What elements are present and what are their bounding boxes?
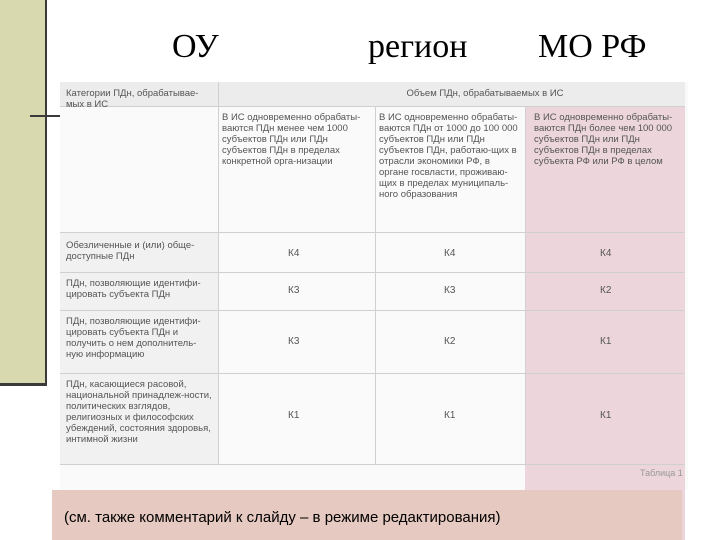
table-cell: К3 — [288, 285, 300, 296]
grid-line — [60, 310, 685, 311]
table-corner-header: Категории ПДн, обрабатывае-мых в ИС — [66, 88, 199, 110]
table-cell: К4 — [444, 248, 456, 259]
table-caption: Таблица 1 — [640, 468, 683, 478]
heading-region: регион — [368, 28, 468, 65]
grid-line — [60, 373, 685, 374]
heading-ou: ОУ — [172, 28, 219, 65]
grid-line — [60, 272, 685, 273]
table-cell: К2 — [444, 336, 456, 347]
table-cell: К2 — [600, 285, 612, 296]
table-cell: К3 — [288, 336, 300, 347]
grid-line — [525, 106, 526, 464]
table-cell: К3 — [444, 285, 456, 296]
row-label: ПДн, касающиеся расовой, национальной принадлеж-ности, политических взглядов, религиозных и философских убеждений, состояния здоровья, интимной жизни — [66, 379, 212, 445]
table-cell: К4 — [288, 248, 300, 259]
slide-sidebar — [0, 0, 45, 385]
table-cell: К1 — [288, 410, 300, 421]
column-header: В ИС одновременно обрабаты-ваются ПДн от 1000 до 100 000 субъектов ПДн или ПДн субъектов ПДн, работаю-щих в отрасли экономики РФ, в органе госвласти, проживаю-щих в пределах муниципаль-ного образования — [379, 112, 518, 200]
grid-line — [60, 232, 685, 233]
note-text: (см. также комментарий к слайду – в режиме редактирования) — [64, 509, 501, 526]
table-cell: К1 — [444, 410, 456, 421]
row-label: ПДн, позволяющие идентифи-цировать субъекта ПДн и получить о нем дополнитель-ную информацию — [66, 316, 201, 360]
title-rule — [30, 115, 60, 117]
heading-mo-rf: МО РФ — [538, 28, 647, 65]
sidebar-divider — [45, 0, 47, 385]
row-label: Обезличенные и (или) обще-доступные ПДн — [66, 240, 195, 262]
table-volume-header: Объем ПДн, обрабатываемых в ИС — [406, 88, 564, 99]
table-cell: К1 — [600, 336, 612, 347]
sidebar-bottom-rule — [0, 383, 47, 386]
table-cell: К4 — [600, 248, 612, 259]
column-header: В ИС одновременно обрабаты-ваются ПДн более чем 100 000 субъектов ПДн или ПДн субъектов ПДн в пределах субъекта РФ или РФ в целом — [534, 112, 673, 167]
row-label: ПДн, позволяющие идентифи-цировать субъекта ПДн — [66, 278, 201, 300]
grid-line — [60, 464, 685, 465]
column-header: В ИС одновременно обрабаты-ваются ПДн менее чем 1000 субъектов ПДн или ПДн субъектов ПДн в пределах конкретной орга-низации — [222, 112, 361, 167]
table-cell: К1 — [600, 410, 612, 421]
